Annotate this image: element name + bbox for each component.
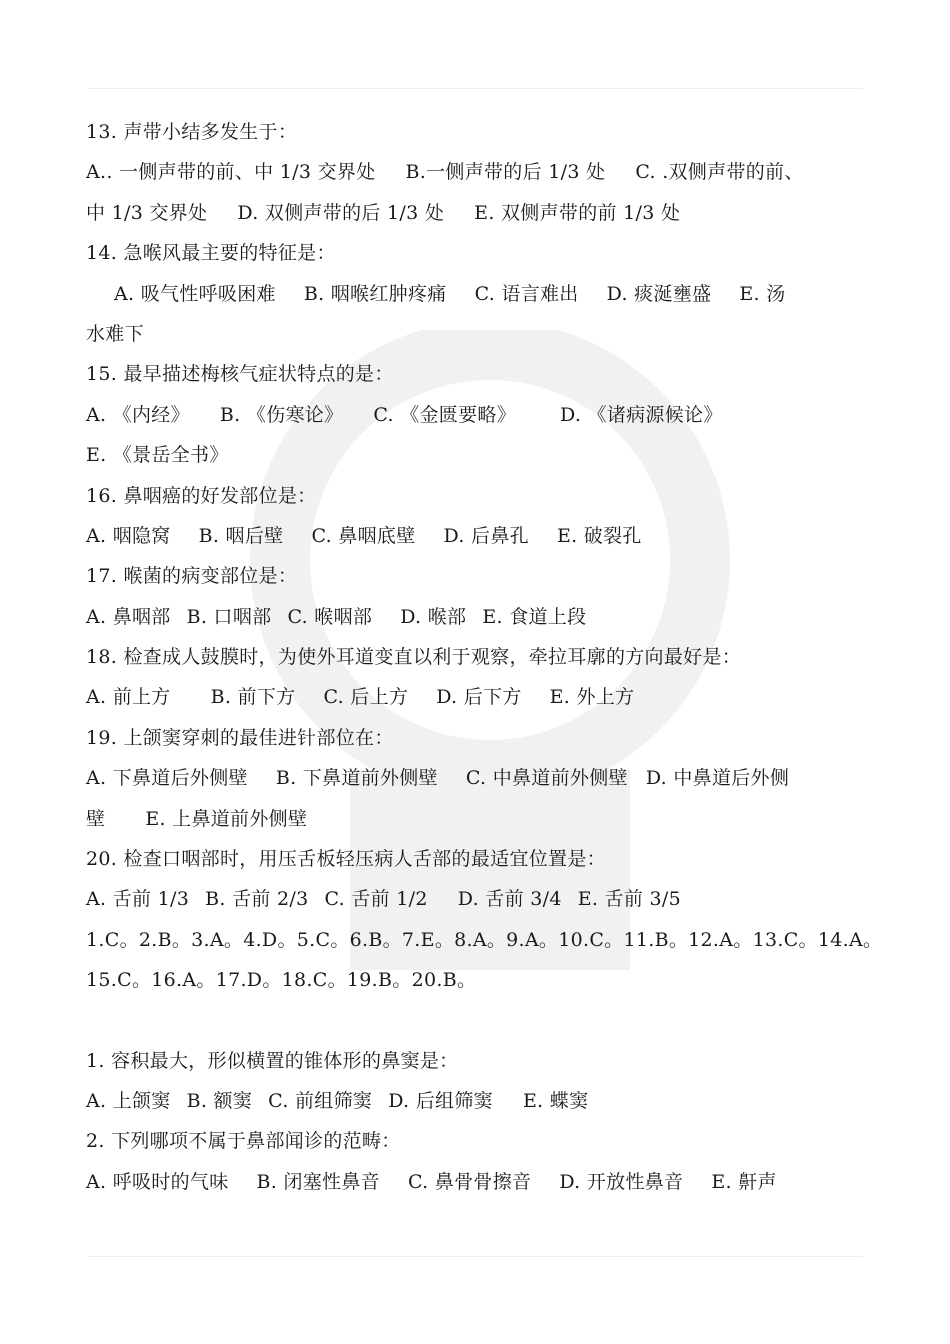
question-13: 13. 声带小结多发生于： <box>86 121 298 143</box>
options-line <box>86 758 876 798</box>
option-e: E. 外上方 <box>549 686 635 709</box>
option-c: C. 鼻咽底壁 <box>311 524 416 547</box>
option-a: A. 咽隐窝 <box>86 524 171 547</box>
option-e: E. 上鼻道前外侧壁 <box>145 807 308 830</box>
options-line <box>86 597 876 637</box>
option-e: E. 汤 <box>739 282 786 305</box>
option-d: D. 痰涎壅盛 <box>606 282 712 305</box>
option-b: B. 前下方 <box>210 686 296 709</box>
options-line <box>86 879 876 919</box>
option-d: D. 《诸病源候论》 <box>560 403 723 426</box>
option-b: B. 舌前 2/3 <box>205 888 309 911</box>
option-c: C. 前组筛窦 <box>268 1089 373 1112</box>
options-line <box>86 152 876 192</box>
question-19: 19. 上颌窦穿刺的最佳进针部位在： <box>86 726 394 749</box>
option-b: B. 《伤寒论》 <box>219 403 344 426</box>
question-15: 15. 最早描述梅核气症状特点的是： <box>86 363 394 386</box>
option-b: B. 口咽部 <box>186 605 272 628</box>
option-a: A. 舌前 1/3 <box>86 888 190 911</box>
option-e: E. 《景岳全书》 <box>86 444 229 467</box>
option-c: C. 后上方 <box>323 686 409 709</box>
option-c: C. 中鼻道前外侧壁 <box>465 767 628 790</box>
option-b: B. 闭塞性鼻音 <box>256 1170 380 1193</box>
option-a: A. 前上方 <box>86 686 171 709</box>
question-1: 1. 容积最大，形似横置的锥体形的鼻窦是： <box>86 1049 459 1072</box>
option-b: B. 咽后壁 <box>198 524 284 547</box>
option-e-cont: 水难下 <box>86 322 144 345</box>
option-e: E. 蝶窦 <box>522 1089 589 1112</box>
option-c: C. 舌前 1/2 <box>324 888 428 911</box>
option-c: C. 《金匮要略》 <box>373 403 516 426</box>
option-a: A. 《内经》 <box>86 403 190 426</box>
option-e: E. 破裂孔 <box>556 524 642 547</box>
question-20: 20. 检查口咽部时，用压舌板轻压病人舌部的最适宜位置是： <box>86 848 606 871</box>
options-line <box>86 193 876 233</box>
option-d: D. 喉部 <box>400 605 467 628</box>
answer-key-line: 1.C。2.B。3.A。4.D。5.C。6.B。7.E。8.A。9.A。10.C。11.B。12.A。13.C。14.A。 <box>86 928 883 951</box>
option-a: A. 鼻咽部 <box>86 605 171 628</box>
options-line <box>86 1162 876 1202</box>
option-a: A. 呼吸时的气味 <box>86 1170 229 1193</box>
page-content <box>86 112 883 1202</box>
question-2: 2. 下列哪项不属于鼻部闻诊的范畴： <box>86 1130 401 1153</box>
option-d: D. 后组筛窦 <box>388 1089 493 1112</box>
answer-key-line: 15.C。16.A。17.D。18.C。19.B。20.B。 <box>86 969 477 992</box>
option-d: D. 后鼻孔 <box>443 524 529 547</box>
options-line <box>86 435 876 475</box>
option-a: A. 吸气性呼吸困难 <box>114 282 276 305</box>
option-b: B. 额窦 <box>186 1089 253 1112</box>
section-gap <box>86 1001 876 1041</box>
option-a: A.. 一侧声带的前、中 1/3 交界处 <box>86 161 376 184</box>
option-e: E. 舌前 3/5 <box>577 888 681 911</box>
options-line <box>86 1081 876 1121</box>
options-line <box>86 274 876 314</box>
header-rule <box>88 88 863 89</box>
options-line <box>86 516 876 556</box>
option-c: C. 语言难出 <box>474 282 579 305</box>
option-c-cont: 中 1/3 交界处 <box>86 201 208 224</box>
question-14: 14. 急喉风最主要的特征是： <box>86 242 336 265</box>
options-line <box>86 677 876 717</box>
question-16: 16. 鼻咽癌的好发部位是： <box>86 484 317 507</box>
option-e: E. 鼾声 <box>711 1170 777 1193</box>
option-d: D. 后下方 <box>436 686 522 709</box>
question-18: 18. 检查成人鼓膜时，为使外耳道变直以利于观察，牵拉耳廓的方向最好是： <box>86 646 742 669</box>
option-d-cont: 壁 <box>86 807 106 830</box>
footer-rule <box>88 1256 863 1257</box>
option-a: A. 上颌窦 <box>86 1089 171 1112</box>
option-a: A. 下鼻道后外侧壁 <box>86 767 248 790</box>
option-c: C. .双侧声带的前、 <box>635 161 804 184</box>
option-d: D. 舌前 3/4 <box>457 888 562 911</box>
options-line <box>86 799 876 839</box>
option-b: B.一侧声带的后 1/3 处 <box>405 161 606 184</box>
options-line <box>86 395 876 435</box>
option-d: D. 双侧声带的后 1/3 处 <box>237 201 445 224</box>
question-17: 17. 喉菌的病变部位是： <box>86 565 298 588</box>
option-b: B. 下鼻道前外侧壁 <box>275 767 438 790</box>
option-c: C. 鼻骨骨擦音 <box>407 1170 532 1193</box>
options-line <box>86 314 876 354</box>
option-d: D. 中鼻道后外侧 <box>645 767 790 790</box>
option-b: B. 咽喉红肿疼痛 <box>303 282 447 305</box>
option-e: E. 食道上段 <box>482 605 587 628</box>
option-c: C. 喉咽部 <box>287 605 373 628</box>
option-e: E. 双侧声带的前 1/3 处 <box>474 201 681 224</box>
option-d: D. 开放性鼻音 <box>559 1170 684 1193</box>
